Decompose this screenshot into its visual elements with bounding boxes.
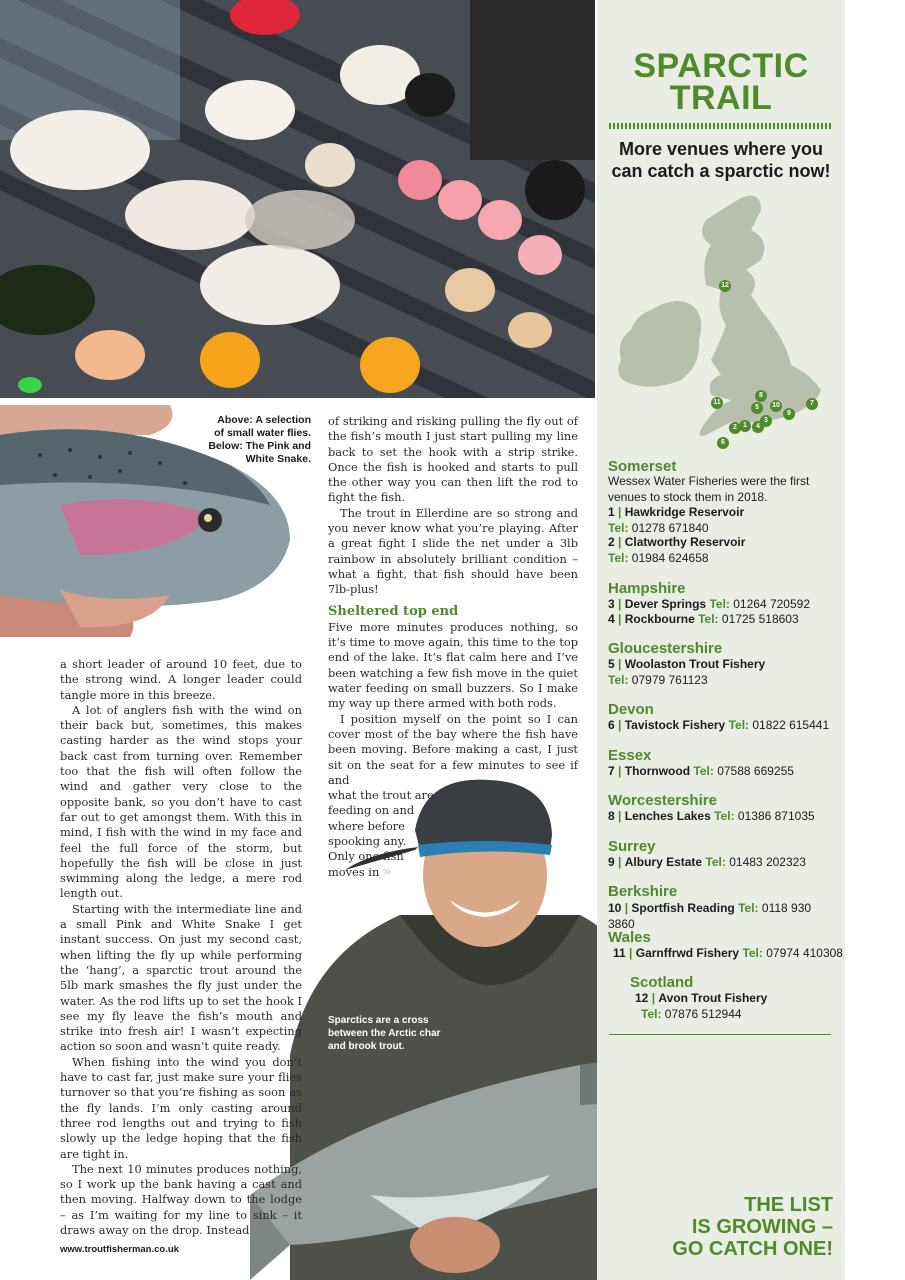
text-fragment: moves in	[328, 864, 380, 879]
venue-number: 3	[608, 597, 615, 611]
venue-tel: 07974 410308	[766, 946, 843, 960]
tel-label: Tel:	[608, 672, 629, 687]
map-marker: 12	[719, 280, 731, 292]
venue-name: Albury Estate	[624, 855, 703, 869]
region-intro: Wessex Water Fisheries were the first venues to stock them in 2018.	[608, 474, 810, 504]
venue-name: Tavistock Fishery	[624, 718, 726, 732]
paragraph: Five more minutes produces nothing, so it’s time to move again, this time to the top end of the lake. It’s flat calm here and I’ve been watching a few fish move in the quiet water feeding on small buzzers. So I make my way up there armed with both rods.	[328, 619, 578, 711]
venue-name: Rockbourne	[624, 612, 695, 626]
venue-tel: 07588 669255	[717, 764, 794, 778]
sidebar-divider	[609, 1034, 831, 1035]
tel-label: Tel:	[709, 597, 730, 611]
paragraph: a short leader of around 10 feet, due to the strong wind. A longer leader could tangle more in this breeze.	[60, 657, 302, 702]
subheading: Sheltered top end	[328, 603, 459, 619]
tel-label: Tel:	[608, 520, 629, 535]
callout-line: GO CATCH ONE!	[672, 1238, 833, 1260]
venue-number: 4	[608, 612, 615, 626]
venue-number: 1	[608, 505, 615, 519]
venue-entry: 2 | Clatworthy Reservoir Tel: 01984 624658	[608, 535, 746, 565]
top-photo-caption	[195, 414, 311, 466]
caption-line: and brook trout.	[328, 1041, 405, 1052]
continue-arrow-icon: »	[382, 863, 392, 880]
text-line: Only one fish	[328, 849, 404, 864]
venue-number: 11	[613, 946, 626, 960]
paragraph: I position myself on the point so I can cover most of the bay where the fish have been moving. Before making a cast, I just sit on the seat for a few minutes to see if and	[328, 711, 578, 787]
venue-tel: 07979 761123	[631, 672, 708, 687]
venue-number: 8	[608, 809, 615, 823]
venue-name: Hawkridge Reservoir	[624, 505, 745, 519]
paragraph: When fishing into the wind you don’t have to cast far, just make sure your flies turnover so that you’re fishing as soon as the fly lands. I’m only casting around three rod lengths out and trying to fish slowly up the ledge hoping that the fish are tight in.	[60, 1054, 302, 1161]
tel-label: Tel:	[693, 764, 714, 778]
region-heading: Wales	[608, 929, 651, 946]
tel-label: Tel:	[738, 901, 759, 915]
venue-tel: 07876 512944	[664, 1006, 742, 1021]
sidebar-title-line2: TRAIL	[669, 79, 773, 117]
article-column-2	[328, 414, 578, 880]
venue-number: 5	[608, 657, 615, 671]
venue-entry: 8 | Lenches Lakes Tel: 01386 871035	[608, 809, 815, 823]
venue-tel: 01278 671840	[631, 520, 709, 535]
venue-entry: 7 | Thornwood Tel: 07588 669255	[608, 764, 794, 778]
venue-entry: 3 | Dever Springs Tel: 01264 720592	[608, 597, 810, 611]
tel-label: Tel:	[714, 809, 735, 823]
bottom-photo-caption	[328, 1014, 478, 1053]
region-heading: Worcestershire	[608, 792, 717, 809]
caption-line: of small water flies.	[214, 427, 311, 439]
region-heading: Scotland	[630, 974, 694, 991]
venue-entry: 12 | Avon Trout Fishery Tel: 07876 512944	[635, 991, 768, 1021]
sidebar-subtitle-line1: More venues where you	[618, 139, 824, 159]
venue-tel: 01822 615441	[752, 718, 830, 732]
venue-entry: 11 | Garnffrwd Fishery Tel: 07974 410308	[613, 946, 843, 960]
region-heading: Essex	[608, 747, 652, 764]
venue-number: 2	[608, 535, 615, 549]
venue-number: 7	[608, 764, 615, 778]
map-marker: 2	[729, 422, 741, 434]
text-line: spooking any.	[328, 834, 407, 849]
paragraph: The trout in Ellerdine are so strong and you never know what you’re playing. After a great fight I slide the net under a 3lb rainbow in absolutely brilliant condition – what a fight, that fish should have been 7lb-plus!	[328, 505, 578, 597]
sidebar-title-line1: SPARCTIC	[633, 47, 809, 85]
venue-tel: 01725 518603	[721, 612, 799, 626]
footer-url: www.troutfisherman.co.uk	[60, 1244, 179, 1255]
page-margin	[845, 0, 905, 1280]
text-line: where before	[328, 818, 405, 833]
venue-tel: 01264 720592	[733, 597, 810, 611]
venue-tel: 01984 624658	[631, 550, 709, 565]
caption-line: Sparctics are a cross	[328, 1015, 429, 1026]
caption-line: Below: The Pink and	[208, 440, 311, 452]
sidebar-bottom-callout	[633, 1194, 833, 1260]
tel-label: Tel:	[728, 718, 750, 732]
paragraph: Starting with the intermediate line and a small Pink and White Snake I get instant success. On just my second cast, when lifting the fly up while performing the ‘hang’, a sparctic trout around the 5lb mark smashes the fly just under the water. As the rod lifts up to set the hook I see my fly leave the fish’s mouth and strike into fresh air! I wasn’t expecting action so soon and wasn’t quite ready.	[60, 901, 302, 1054]
venue-tel: 01483 202323	[729, 855, 806, 869]
venue-entry: 4 | Rockbourne Tel: 01725 518603	[608, 612, 799, 626]
map-marker: 10	[770, 400, 782, 412]
venue-name: Garnffrwd Fishery	[635, 946, 740, 960]
fly-box-illustration	[0, 0, 595, 398]
uk-map-illustration	[611, 190, 831, 452]
map-marker: 11	[711, 397, 723, 409]
venue-name: Lenches Lakes	[624, 809, 711, 823]
venue-name: Avon Trout Fishery	[658, 991, 768, 1005]
venue-number: 12	[635, 991, 649, 1005]
text-line	[328, 865, 578, 880]
venue-entry: 9 | Albury Estate Tel: 01483 202323	[608, 855, 806, 869]
callout-line: IS GROWING –	[691, 1216, 833, 1238]
tel-label: Tel:	[641, 1006, 662, 1021]
tel-label: Tel:	[608, 550, 629, 565]
caption-line: Above: A selection	[217, 414, 311, 426]
paragraph: The next 10 minutes produces nothing, so I work up the bank having a cast and then moving. Halfway down to the lodge – as I’m waiting for my line to sink – it draws away on the drop. Instead	[60, 1161, 302, 1237]
tel-label: Tel:	[698, 612, 719, 626]
venue-tel: 01386 871035	[737, 809, 815, 823]
venue-entry: 6 | Tavistock Fishery Tel: 01822 615441	[608, 718, 830, 732]
sparctic-trail-sidebar	[597, 0, 845, 1280]
venue-number: 9	[608, 855, 615, 869]
paragraph: of striking and risking pulling the fly out of the fish’s mouth I just start pulling my line back to set the hook with a strip strike. Once the fish is hooked and starts to pull the other way you can then lift the rod to fight the fish.	[328, 414, 578, 505]
map-marker: 8	[755, 390, 767, 402]
venue-name: Sportfish Reading	[631, 901, 735, 915]
region-heading: Devon	[608, 701, 654, 718]
tel-label: Tel:	[705, 855, 726, 869]
map-marker: 3	[760, 415, 772, 427]
venue-tel: 0118 930 3860	[608, 901, 812, 931]
tel-label: Tel:	[742, 946, 763, 960]
venue-entry: 10 | Sportfish Reading Tel: 0118 930 3860	[608, 901, 812, 931]
venue-entry: 5 | Woolaston Trout Fishery Tel: 07979 761123	[608, 657, 766, 687]
map-marker: 9	[783, 408, 795, 420]
caption-line: between the Arctic char	[328, 1028, 441, 1039]
map-marker: 4	[752, 421, 764, 433]
fly-box-photo	[0, 0, 595, 398]
venue-name: Clatworthy Reservoir	[624, 535, 746, 549]
map-marker: 7	[806, 398, 818, 410]
map-marker: 6	[717, 437, 729, 449]
venue-name: Dever Springs	[624, 597, 707, 611]
text-line: feeding on and	[328, 803, 415, 818]
region-heading: Somerset	[608, 458, 677, 475]
region-heading: Gloucestershire	[608, 640, 723, 657]
uk-map	[611, 190, 831, 452]
caption-line: White Snake.	[245, 453, 311, 465]
venue-entry: 1 | Hawkridge Reservoir Tel: 01278 671840	[608, 505, 745, 535]
venue-number: 10	[608, 901, 622, 915]
paragraph: A lot of anglers fish with the wind on their back but, sometimes, this makes casting harder as the wind stops your back cast from turning over. Remember too that the fish will often follow the wind and gather very close to the opposite bank, so you don’t have to cast far out to get amongst them. With this in mind, I fish with the wind in my face and feel the full force of the storm, but hopefully the fish will be close in just swimming along the ledge, a mere rod length out.	[60, 702, 302, 901]
dotted-divider	[609, 123, 833, 129]
region-heading: Berkshire	[608, 883, 678, 900]
region-heading: Surrey	[608, 838, 656, 855]
venue-name: Woolaston Trout Fishery	[624, 657, 766, 671]
text-line: what the trout are	[328, 788, 434, 803]
venue-name: Thornwood	[624, 764, 691, 778]
callout-line: THE LIST	[744, 1194, 833, 1216]
article-column-1	[60, 657, 302, 1238]
region-heading: Hampshire	[608, 580, 686, 597]
map-marker: 5	[751, 402, 763, 414]
map-marker: 1	[739, 420, 751, 432]
sidebar-subtitle-line2: can catch a sparctic now!	[611, 161, 831, 181]
venue-number: 6	[608, 718, 615, 732]
